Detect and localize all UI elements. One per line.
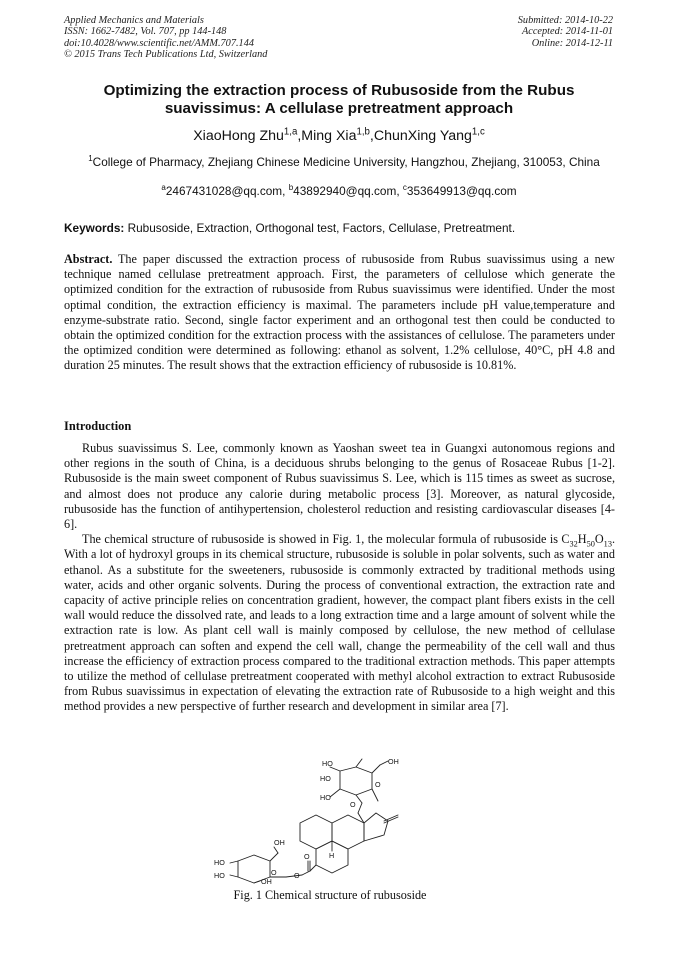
- label-ho-lower-1: HO: [214, 858, 225, 867]
- author-superscript: 1,c: [471, 126, 485, 138]
- formula-c: C: [561, 532, 570, 547]
- intro-p2-after: . With a lot of hydroxyl groups in its chemical structure, rubusoside is soluble in polar solvents, such as water and ethanol. As a substitute for the sweeteners, rubusoside is commonly extracted by traditional methods using water, acids and other organic solvents. During the process of conventional extraction, the extraction rate and capacity of active principle relies on concentration gradient, however, the compact plant fibers exists in the cell wall would reduce the dissolved rate, and leads to a long extraction time and a large amount of solvent while the extraction rate is low. As plant cell wall is mainly composed by cellulose, the new method of cellulase pretreatment approach can soften and expend the cell wall, change the permeability of the cell wall and thus increase the efficiency of extraction process compared to the traditional extraction methods. This paper attempts to utilize the method of cellulase pretreatment cooperated with methyl alcohol extraction to extract Rubusoside from Rubus suavissimus in expectation of elevating the extraction rate of Rubusoside to a high weight and this method provides a new perspective of further research and development in similar area [7].: [64, 532, 615, 714]
- label-ho-upper-1: HO: [322, 759, 333, 768]
- issn-line: ISSN: 1662-7482, Vol. 707, pp 144-148: [64, 26, 227, 38]
- author-name: Ming Xia: [301, 128, 357, 144]
- keywords-line: [64, 221, 624, 235]
- formula-h: H: [577, 532, 587, 547]
- abstract-label: Abstract.: [64, 252, 113, 266]
- formula-o-count: 13: [603, 539, 612, 549]
- author-emails: $^a$2467431028@qq.com, $^b$43892940@qq.com, $^c$353649913@qq.com: [161, 183, 517, 198]
- author-list: XiaoHong Zhu$^{1,a}$,Ming Xia$^{1,b}$,ChunXing Yang$^{1,c}$: [193, 126, 485, 144]
- author-superscript: 1,a: [283, 126, 298, 138]
- affiliation-superscript: 1: [88, 154, 93, 164]
- email-address: 2467431028@qq.com: [165, 184, 283, 198]
- section-heading-introduction: Introduction: [64, 419, 132, 433]
- title-line-1: Optimizing the extraction process of Rubusoside from the Rubus: [103, 82, 575, 99]
- label-o-ring-lower: O: [271, 868, 277, 877]
- introduction-body: [64, 441, 615, 715]
- journal-name: Applied Mechanics and Materials: [64, 15, 204, 26]
- keywords-label: Keywords:: [64, 221, 125, 235]
- author-name: XiaoHong Zhu: [193, 128, 284, 144]
- email-superscript: a: [161, 183, 166, 193]
- abstract-text: The paper discussed the extraction process of rubusoside from Rubus suavissimus using a new technique named cellulase pretreatment approach. First, the parameters of cellulose which generate the optimized condition for the extraction of rubusoside from Rubus suavissimus were identified. Under the most optimal condition, the extraction efficiency is maximal. The parameters include pH value,temperature and enzyme-substrate ratio. Second, single factor experiment and an orthogonal test then could be conducted to obtain the optimized condition for the extraction process with the assistances of cellulose. The parameters under the optimized condition were determined as following: ethanol as solvent, 1.2% cellulose, 40°C, pH 4.8 and duration 25 minutes. The result shows that the extraction efficiency of rubusoside is 10.81%.: [64, 252, 615, 373]
- label-ho-upper-3: HO: [320, 793, 331, 802]
- doi-line: doi:10.4028/www.scientific.net/AMM.707.144: [64, 37, 254, 49]
- affiliation: [64, 155, 624, 169]
- intro-paragraph-1: Rubus suavissimus S. Lee, commonly known as Yaoshan sweet tea in Guangxi autonomous regions and other regions in the south of China, is a deciduous shrubs belonging to the genus of Rosaceae Rubus [1-2]. Rubusoside is the main sweet component of Rubus suavissimus S. Lee, which is 115 times as sweet as sucrose, and almost does not produce any calorie during metabolic process [3]. Moreover, as natural glycoside, rubusoside has the function of antihypertension, cholesterol reduction and resisting cardiovascular diseases [4-6].: [64, 441, 615, 532]
- email-address: 43892940@qq.com: [293, 184, 397, 198]
- formula-h-count: 50: [586, 539, 595, 549]
- intro-p2-before: The chemical structure of rubusoside is showed in Fig. 1, the molecular formula of rubusoside is: [82, 532, 562, 547]
- label-ho-lower-2: HO: [214, 871, 225, 880]
- label-oh-lower-bottom: OH: [261, 877, 272, 885]
- rubusoside-structure-figure: [212, 757, 412, 885]
- paper-title: [40, 82, 638, 118]
- label-oh-upper: OH: [388, 757, 399, 766]
- keywords-text: Rubusoside, Extraction, Orthogonal test, Factors, Cellulase, Pretreatment.: [124, 221, 516, 235]
- label-o-glycosidic: O: [350, 800, 356, 809]
- journal-header-left: [64, 15, 267, 61]
- label-o-carbonyl: O: [304, 852, 310, 861]
- online-date: Online: 2014-12-11: [531, 37, 613, 49]
- journal-header-right: [518, 15, 613, 49]
- copyright-line: © 2015 Trans Tech Publications Ltd, Switzerland: [64, 49, 268, 61]
- label-ho-upper-2: HO: [320, 774, 331, 783]
- affiliation-text: College of Pharmacy, Zhejiang Chinese Medicine University, Hangzhou, Zhejiang, 310053, China: [92, 155, 600, 169]
- label-h-stereo: H: [329, 851, 335, 860]
- email-superscript: b: [288, 183, 294, 193]
- formula-o: O: [594, 532, 604, 547]
- intro-paragraph-2: [64, 532, 615, 714]
- author-superscript: 1,b: [356, 126, 370, 138]
- label-oh-lower-top: OH: [274, 838, 285, 847]
- label-o-ring-upper: O: [375, 780, 381, 789]
- email-superscript: c: [402, 183, 407, 193]
- figure-caption: Fig. 1 Chemical structure of rubusoside: [233, 888, 427, 902]
- title-line-2: suavissimus: A cellulase pretreatment approach: [164, 100, 514, 117]
- abstract-paragraph: [64, 252, 615, 374]
- formula-c-count: 32: [569, 539, 578, 549]
- email-address: 353649913@qq.com: [406, 184, 517, 198]
- accepted-date: Accepted: 2014-11-01: [521, 26, 613, 38]
- submitted-date: Submitted: 2014-10-22: [517, 15, 613, 26]
- label-o-ester: O: [294, 871, 300, 880]
- author-name: ChunXing Yang: [373, 128, 472, 144]
